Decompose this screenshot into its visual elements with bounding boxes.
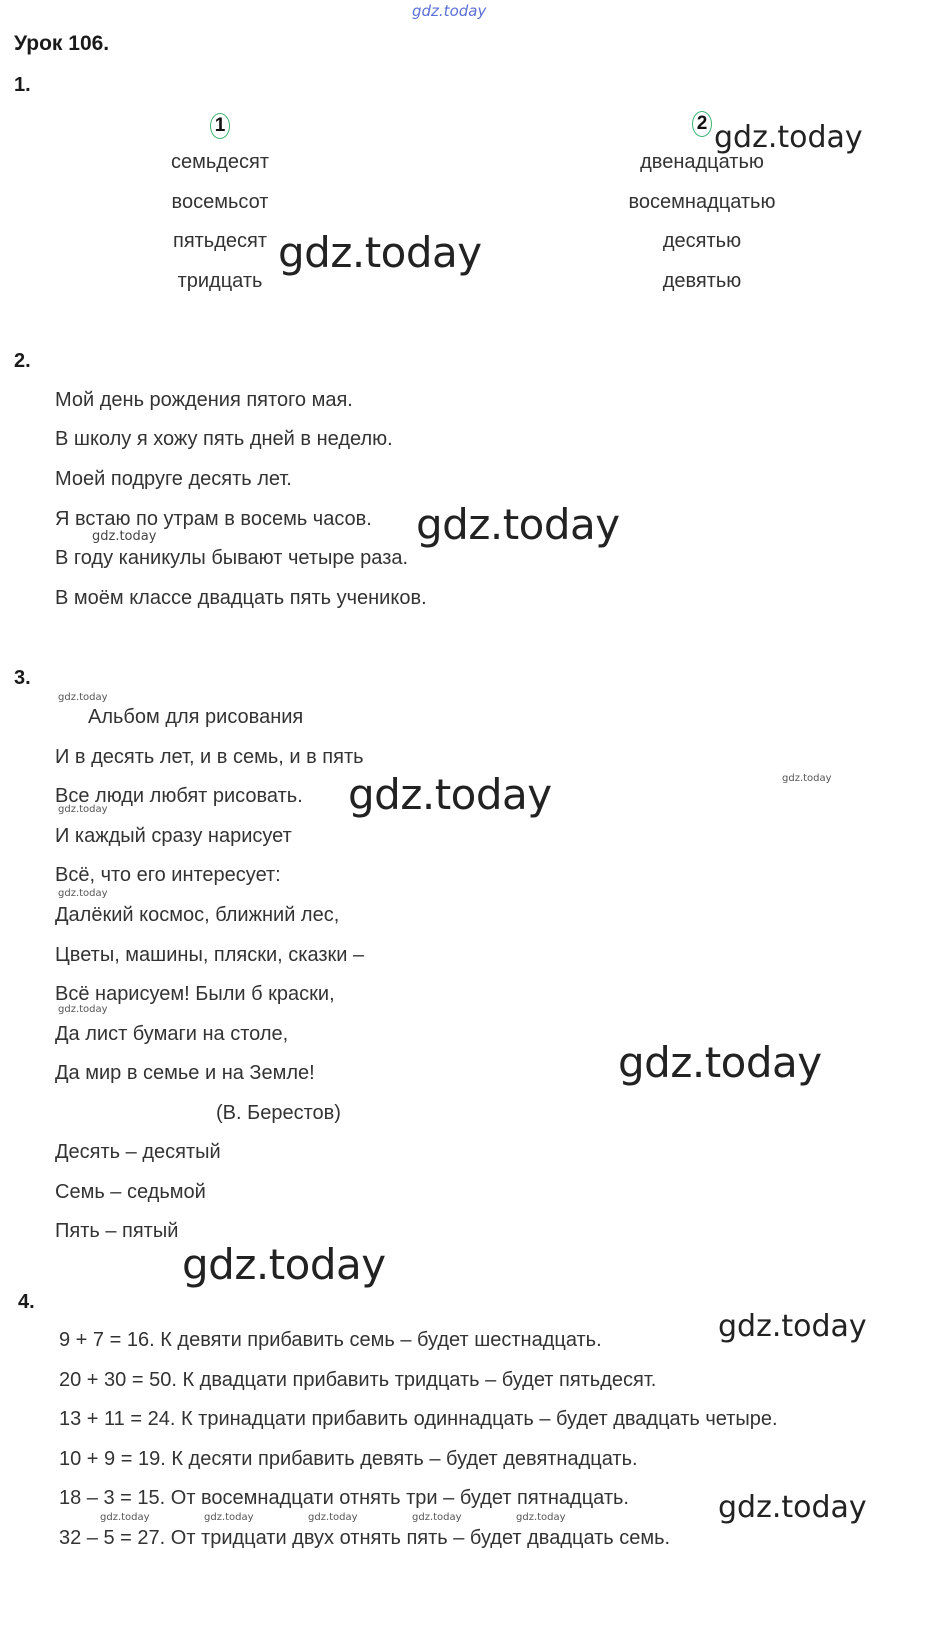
col1-word: пятьдесят bbox=[172, 230, 268, 252]
watermark: gdz.today bbox=[278, 228, 482, 277]
section-2-number: 2. bbox=[14, 350, 31, 372]
equation-line: 13 + 11 = 24. К тринадцати прибавить одиннадцать – будет двадцать четыре. bbox=[59, 1408, 778, 1430]
equation-line: 32 – 5 = 27. От тридцати двух отнять пять – будет двадцать семь. bbox=[59, 1527, 671, 1549]
col2-word: двенадцатью bbox=[640, 151, 764, 173]
watermark: gdz.today bbox=[718, 1490, 867, 1525]
col2-word: девятью bbox=[662, 270, 742, 292]
equation-line: 18 – 3 = 15. От восемнадцати отнять три – будет пятнадцать. bbox=[59, 1487, 629, 1509]
poem-title: Альбом для рисования bbox=[88, 706, 304, 728]
watermark: gdz.today bbox=[58, 692, 108, 703]
poem-line: Да лист бумаги на столе, bbox=[55, 1023, 289, 1045]
text-line: В школу я хожу пять дней в неделю. bbox=[55, 428, 393, 450]
lesson-title: Урок 106. bbox=[14, 32, 110, 55]
watermark: gdz.today bbox=[348, 770, 552, 819]
col2-word: восемнадцатью bbox=[628, 191, 776, 213]
watermark: gdz.today bbox=[782, 773, 832, 784]
watermark: gdz.today bbox=[416, 500, 620, 549]
watermark: gdz.today bbox=[92, 529, 157, 544]
poem-line: И в десять лет, и в семь, и в пять bbox=[55, 746, 364, 768]
col1-word: тридцать bbox=[177, 270, 263, 292]
watermark-top: gdz.today bbox=[412, 2, 487, 20]
text-line: В моём классе двадцать пять учеников. bbox=[55, 587, 427, 609]
text-line: Мой день рождения пятого мая. bbox=[55, 389, 353, 411]
poem-line: Цветы, машины, пляски, сказки – bbox=[55, 944, 365, 966]
poem-author: (В. Берестов) bbox=[216, 1102, 341, 1124]
watermark: gdz.today bbox=[516, 1512, 566, 1523]
watermark: gdz.today bbox=[714, 120, 863, 155]
poem-line: Далёкий космос, ближний лес, bbox=[55, 904, 340, 926]
watermark: gdz.today bbox=[204, 1512, 254, 1523]
equation-line: 20 + 30 = 50. К двадцати прибавить тридцать – будет пятьдесят. bbox=[59, 1369, 657, 1391]
poem-line: И каждый сразу нарисует bbox=[55, 825, 292, 847]
equation-line: 9 + 7 = 16. К девяти прибавить семь – будет шестнадцать. bbox=[59, 1329, 602, 1351]
col1-word: восемьсот bbox=[171, 191, 269, 213]
column-2-marker: 2 bbox=[692, 111, 712, 137]
watermark: gdz.today bbox=[58, 1004, 108, 1015]
watermark: gdz.today bbox=[58, 888, 108, 899]
poem-line: Да мир в семье и на Земле! bbox=[55, 1062, 315, 1084]
watermark: gdz.today bbox=[718, 1309, 867, 1344]
pair-line: Десять – десятый bbox=[55, 1141, 221, 1163]
watermark: gdz.today bbox=[308, 1512, 358, 1523]
poem-line: Всё нарисуем! Были б краски, bbox=[55, 983, 335, 1005]
col2-word: десятью bbox=[662, 230, 742, 252]
pair-line: Семь – седьмой bbox=[55, 1181, 206, 1203]
text-line: Моей подруге десять лет. bbox=[55, 468, 292, 490]
equation-line: 10 + 9 = 19. К десяти прибавить девять – будет девятнадцать. bbox=[59, 1448, 638, 1470]
col1-word: семьдесят bbox=[170, 151, 270, 173]
column-1-marker: 1 bbox=[210, 113, 230, 139]
watermark: gdz.today bbox=[100, 1512, 150, 1523]
section-1-number: 1. bbox=[14, 74, 31, 96]
watermark: gdz.today bbox=[618, 1038, 822, 1087]
pair-line: Пять – пятый bbox=[55, 1220, 179, 1242]
watermark: gdz.today bbox=[182, 1240, 386, 1289]
watermark: gdz.today bbox=[58, 804, 108, 815]
poem-line: Всё, что его интересует: bbox=[55, 864, 281, 886]
text-line: Я встаю по утрам в восемь часов. bbox=[55, 508, 372, 530]
poem-line: Все люди любят рисовать. bbox=[55, 785, 303, 807]
section-4-number: 4. bbox=[18, 1291, 35, 1313]
text-line: В году каникулы бывают четыре раза. bbox=[55, 547, 409, 569]
watermark: gdz.today bbox=[412, 1512, 462, 1523]
section-3-number: 3. bbox=[14, 667, 31, 689]
